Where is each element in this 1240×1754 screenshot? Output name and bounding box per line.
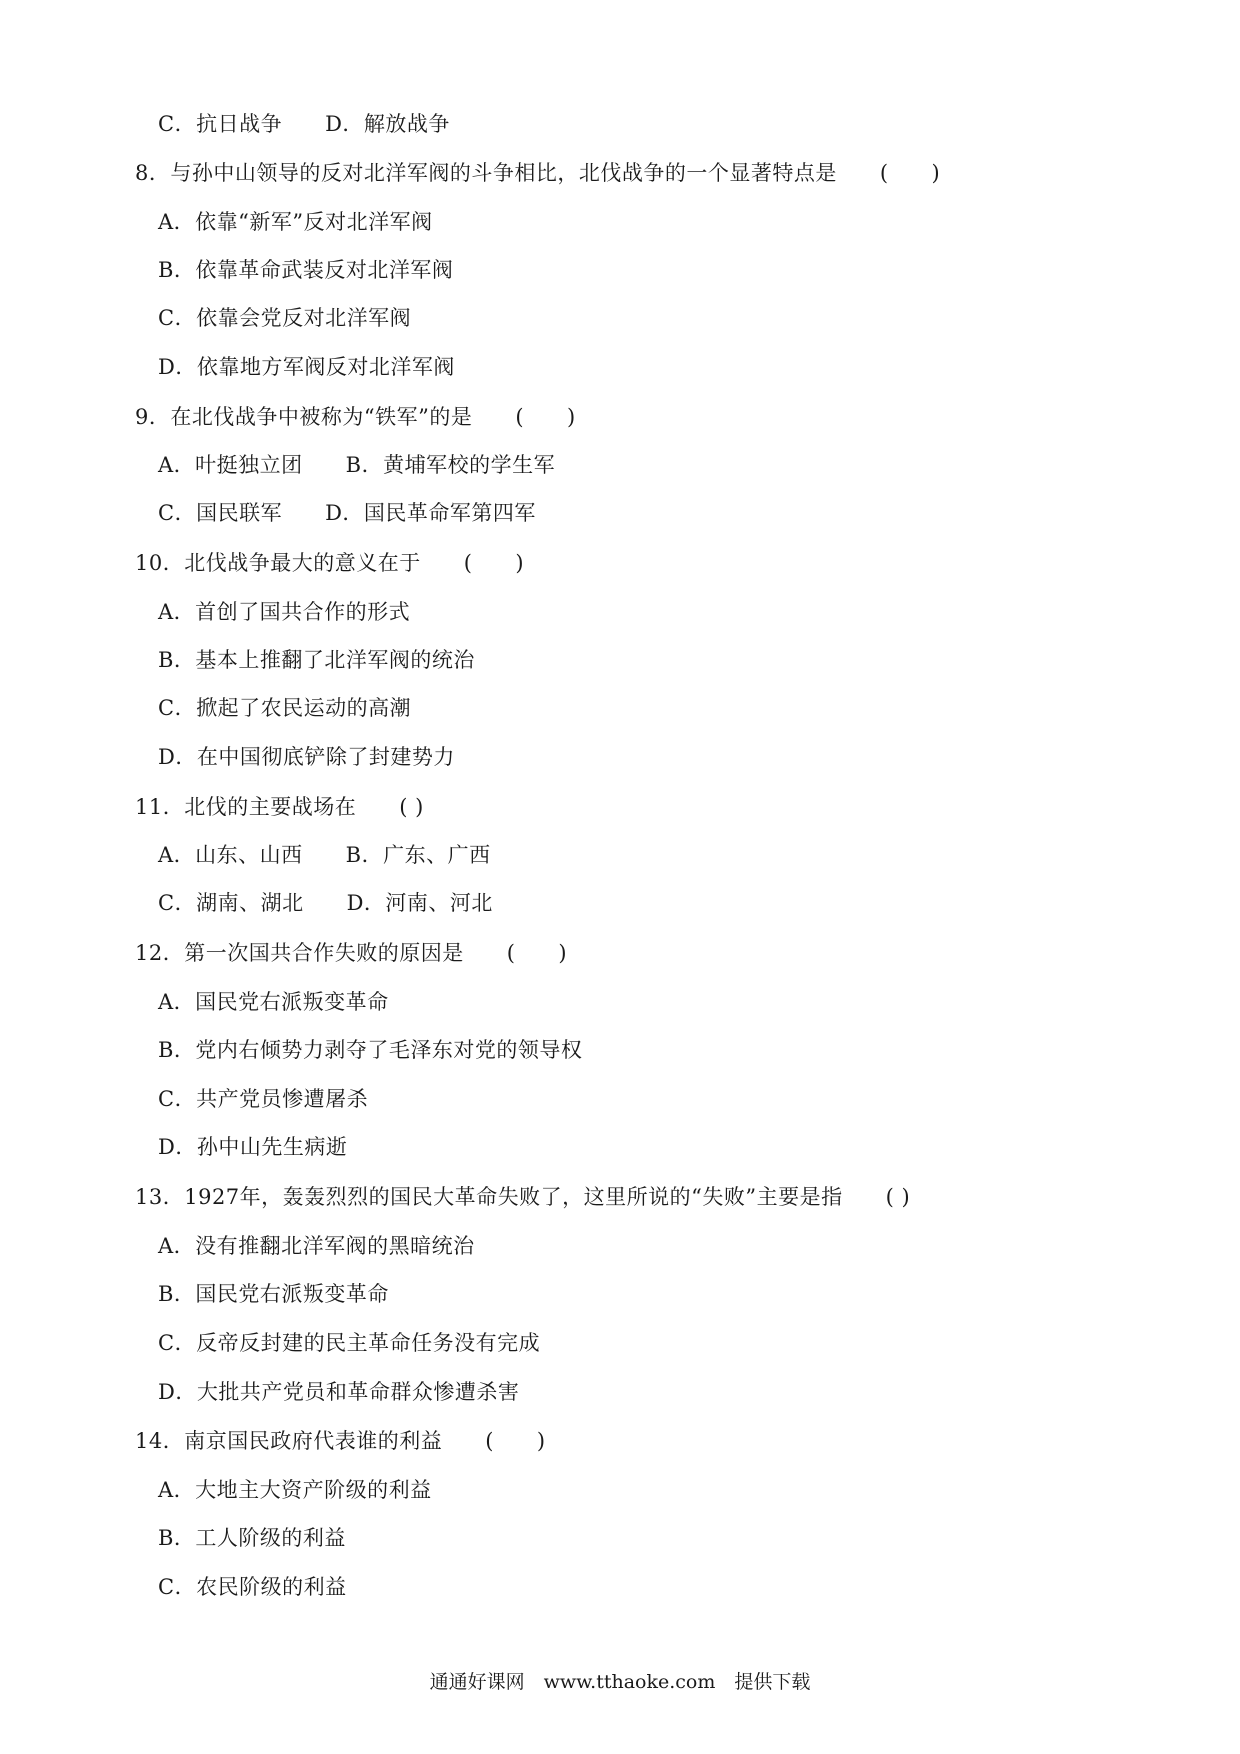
option-line: A．依靠“新军”反对北洋军阀 — [158, 210, 433, 234]
option-line: C．农民阶级的利益 — [158, 1575, 347, 1599]
option-line: D．依靠地方军阀反对北洋军阀 — [158, 355, 455, 379]
option-line: C．依靠会党反对北洋军阀 — [158, 306, 412, 330]
option-line: C．共产党员惨遭屠杀 — [158, 1087, 369, 1111]
option-line: B．工人阶级的利益 — [158, 1526, 346, 1550]
option-line: B．国民党右派叛变革命 — [158, 1282, 389, 1306]
question-14: 14．南京国民政府代表谁的利益 ( ) — [135, 1429, 546, 1453]
question-13: 13．1927年，轰轰烈烈的国民大革命失败了，这里所说的“失败”主要是指 ( ) — [135, 1185, 911, 1209]
option-line: C．国民联军 D．国民革命军第四军 — [158, 501, 536, 525]
option-line: C．掀起了农民运动的高潮 — [158, 696, 412, 720]
option-line: B．基本上推翻了北洋军阀的统治 — [158, 648, 475, 672]
option-line: D．在中国彻底铲除了封建势力 — [158, 745, 455, 769]
question-10: 10．北伐战争最大的意义在于 ( ) — [135, 551, 525, 575]
option-line: C．抗日战争 D．解放战争 — [158, 112, 450, 136]
option-line: B．依靠革命武装反对北洋军阀 — [158, 258, 454, 282]
option-line: D．孙中山先生病逝 — [158, 1135, 348, 1159]
option-line: A．没有推翻北洋军阀的黑暗统治 — [158, 1234, 475, 1258]
option-line: A．大地主大资产阶级的利益 — [158, 1478, 432, 1502]
page-footer: 通通好课网 www.tthaoke.com 提供下载 — [429, 1671, 811, 1693]
option-line: A．国民党右派叛变革命 — [158, 990, 389, 1014]
question-11: 11．北伐的主要战场在 ( ) — [135, 795, 424, 819]
option-line: A．山东、山西 B．广东、广西 — [158, 843, 491, 867]
option-line: C．湖南、湖北 D．河南、河北 — [158, 891, 493, 915]
question-8: 8．与孙中山领导的反对北洋军阀的斗争相比，北伐战争的一个显著特点是 ( ) — [135, 161, 941, 185]
option-line: A．首创了国共合作的形式 — [158, 600, 411, 624]
option-line: D．大批共产党员和革命群众惨遭杀害 — [158, 1380, 520, 1404]
option-line: B．党内右倾势力剥夺了毛泽东对党的领导权 — [158, 1038, 583, 1062]
question-9: 9．在北伐战争中被称为“铁军”的是 ( ) — [135, 405, 576, 429]
option-line: A．叶挺独立团 B．黄埔军校的学生军 — [158, 453, 556, 477]
question-12: 12．第一次国共合作失败的原因是 ( ) — [135, 941, 568, 965]
option-line: C．反帝反封建的民主革命任务没有完成 — [158, 1331, 541, 1355]
